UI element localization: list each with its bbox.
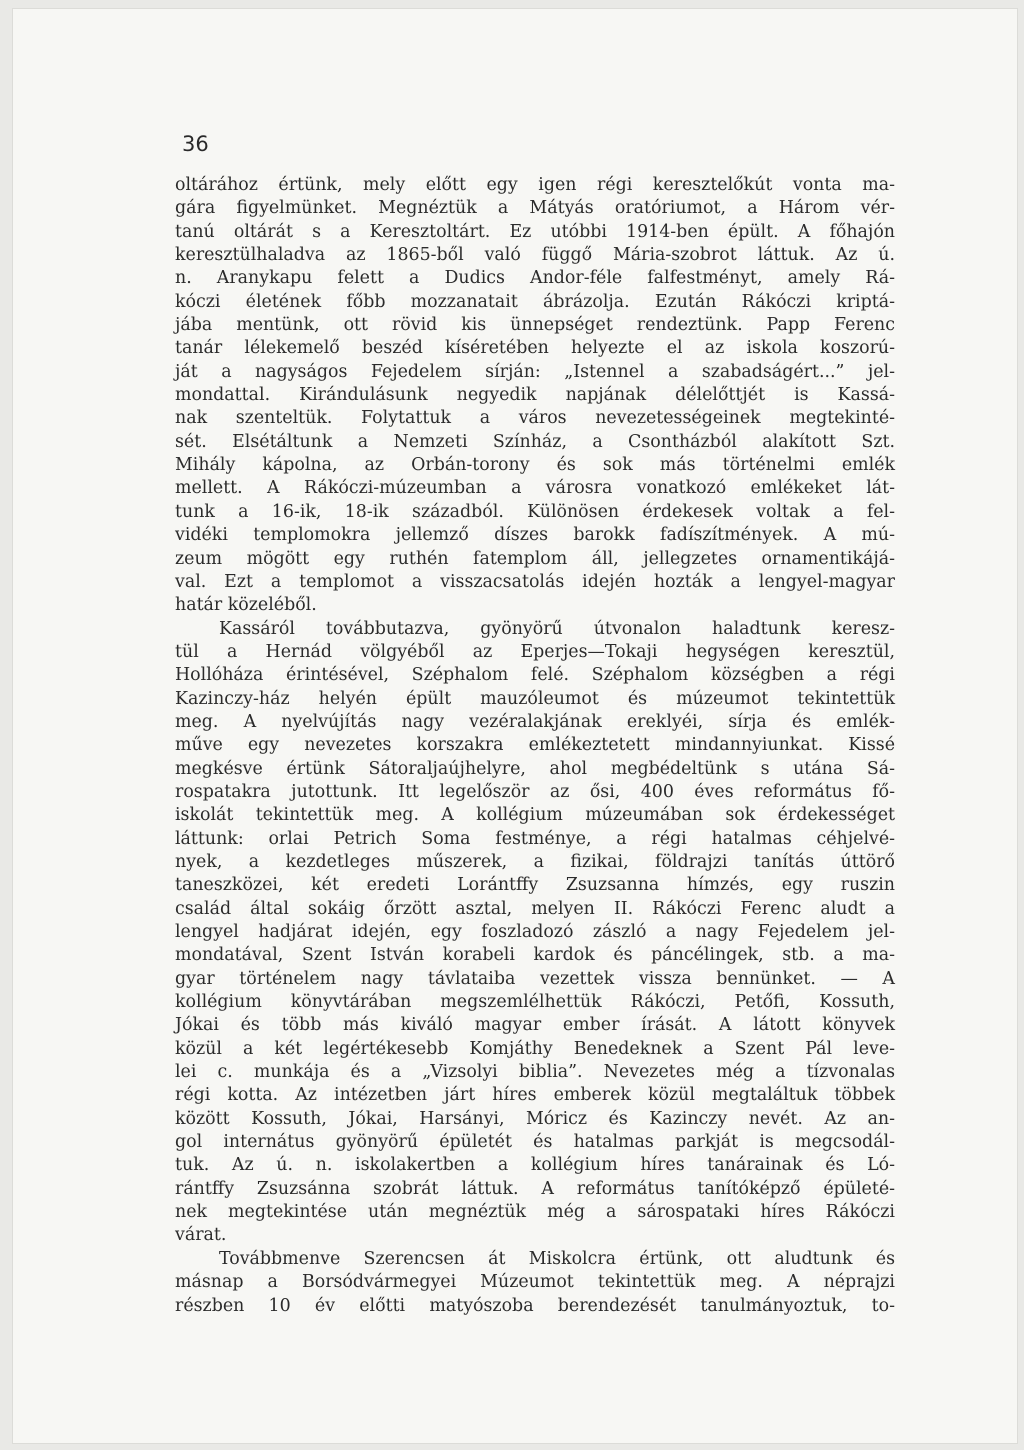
text-line: között Kossuth, Jókai, Harsányi, Móricz és Kazinczy nevét. Az an-: [175, 1108, 895, 1129]
text-line: ját a nagyságos Fejedelem sírján: „Istennel a szabadságért...” jel-: [175, 361, 895, 382]
text-line: meg. A nyelvújítás nagy vezéralakjának ereklyéi, sírja és emlék-: [175, 711, 895, 732]
text-line: tanú oltárát s a Keresztoltárt. Ez utóbbi 1914-ben épült. A főhajón: [175, 221, 895, 242]
text-line: másnap a Borsódvármegyei Múzeumot tekintettük meg. A néprajzi: [175, 1272, 895, 1293]
text-line: iskolát tekintettük meg. A kollégium múzeumában sok érdekességet: [175, 805, 895, 826]
text-line: tunk a 16-ik, 18-ik századból. Különösen érdekesek voltak a fel-: [175, 501, 895, 522]
text-line: nak szenteltük. Folytattuk a város nevezetességeinek megtekinté-: [175, 408, 895, 429]
text-line: Kassáról továbbutazva, gyönyörű útvonalon haladtunk keresz-: [219, 618, 895, 639]
text-line: határ közeléből.: [175, 595, 317, 616]
text-line: mondatával, Szent István korabeli kardok és páncélingek, stb. a ma-: [175, 945, 895, 966]
text-line: vidéki templomokra jellemző díszes barokk fadíszítmények. A mú-: [175, 525, 895, 546]
text-line: gyar történelem nagy távlataiba vezettek vissza bennünket. — A: [175, 968, 895, 989]
text-line: mondattal. Kirándulásunk negyedik napjának délelőttjét is Kassá-: [175, 385, 895, 406]
text-line: műve egy nevezetes korszakra emlékeztetett mindannyiunkat. Kissé: [175, 735, 895, 756]
text-line: tuk. Az ú. n. iskolakertben a kollégium híres tanárainak és Ló-: [175, 1155, 895, 1176]
text-line: Jókai és több más kiváló magyar ember írását. A látott könyvek: [175, 1015, 895, 1036]
paragraph: [175, 1248, 895, 1318]
text-line: val. Ezt a templomot a visszacsatolás idején hozták a lengyel-magyar: [175, 571, 895, 592]
text-line: mellett. A Rákóczi-múzeumban a városra vonatkozó emlékeket lát-: [175, 478, 895, 499]
text-line: Továbbmenve Szerencsen át Miskolcra értünk, ott aludtunk és: [219, 1248, 895, 1269]
text-line: régi kotta. Az intézetben járt híres emberek közül megtaláltuk többek: [175, 1085, 895, 1106]
body-text: [175, 174, 895, 1318]
text-line: jába mentünk, ott rövid kis ünnepséget rendeztünk. Papp Ferenc: [175, 315, 895, 336]
text-line: rántffy Zsuzsánna szobrát láttuk. A református tanítóképző épületé-: [175, 1178, 895, 1199]
text-line: család által sokáig őrzött asztal, melyen II. Rákóczi Ferenc aludt a: [175, 898, 895, 919]
text-line: részben 10 év előtti matyószoba berendezését tanulmányoztuk, to-: [175, 1295, 895, 1316]
text-line: tül a Hernád völgyéből az Eperjes—Tokaji hegységen keresztül,: [175, 641, 895, 662]
text-line: kóczi életének főbb mozzanatait ábrázolja. Ezután Rákóczi kriptá-: [175, 291, 895, 312]
text-line: megkésve értünk Sátoraljaújhelyre, ahol megbédeltünk s utána Sá-: [175, 758, 895, 779]
text-line: rospatakra jutottunk. Itt legelőször az ősi, 400 éves református fő-: [175, 781, 895, 802]
text-line: Hollóháza érintésével, Széphalom felé. Széphalom községben a régi: [175, 665, 895, 686]
paragraph: [175, 618, 895, 1248]
text-line: n. Aranykapu felett a Dudics Andor-féle falfestményt, amely Rá-: [175, 268, 895, 289]
text-line: közül a két legértékesebb Komjáthy Benedeknek a Szent Pál leve-: [175, 1038, 895, 1059]
text-line: Kazinczy-ház helyén épült mauzóleumot és múzeumot tekintettük: [175, 688, 895, 709]
text-line: lei c. munkája és a „Vizsolyi biblia”. Nevezetes még a tízvonalas: [175, 1062, 895, 1083]
scanned-page: [12, 8, 1018, 1444]
text-line: lengyel hadjárat idején, egy foszladozó zászló a nagy Fejedelem jel-: [175, 922, 895, 942]
text-line: keresztülhaladva az 1865-ből való függő Mária-szobrot láttuk. Az ú.: [175, 245, 895, 266]
text-line: nyek, a kezdetleges műszerek, a fizikai, földrajzi tanítás úttörő: [175, 851, 895, 872]
page-number: 36: [182, 132, 209, 156]
paragraph: [175, 174, 895, 618]
text-line: sét. Elsétáltunk a Nemzeti Színház, a Csontházból alakított Szt.: [175, 431, 895, 452]
text-line: taneszközei, két eredeti Lorántffy Zsuzsanna hímzés, egy ruszin: [175, 875, 895, 896]
text-line: gára figyelmünket. Megnéztük a Mátyás oratóriumot, a Három vér-: [175, 198, 895, 219]
text-line: tanár lélekemelő beszéd kíséretében helyezte el az iskola koszorú-: [175, 338, 895, 359]
text-line: láttunk: orlai Petrich Soma festménye, a régi hatalmas céhjelvé-: [175, 828, 895, 849]
text-line: zeum mögött egy ruthén fatemplom áll, jellegzetes ornamentikájá-: [175, 548, 895, 569]
text-line: gol internátus gyönyörű épületét és hatalmas parkját is megcsodál-: [175, 1132, 895, 1153]
text-line: Mihály kápolna, az Orbán-torony és sok más történelmi emlék: [175, 455, 895, 476]
text-line: oltárához értünk, mely előtt egy igen régi keresztelőkút vonta ma-: [175, 175, 895, 195]
text-line: várat.: [175, 1225, 227, 1246]
text-line: nek megtekintése után megnéztük még a sárospataki híres Rákóczi: [175, 1202, 895, 1223]
text-line: kollégium könyvtárában megszemlélhettük Rákóczi, Petőfi, Kossuth,: [175, 992, 895, 1013]
